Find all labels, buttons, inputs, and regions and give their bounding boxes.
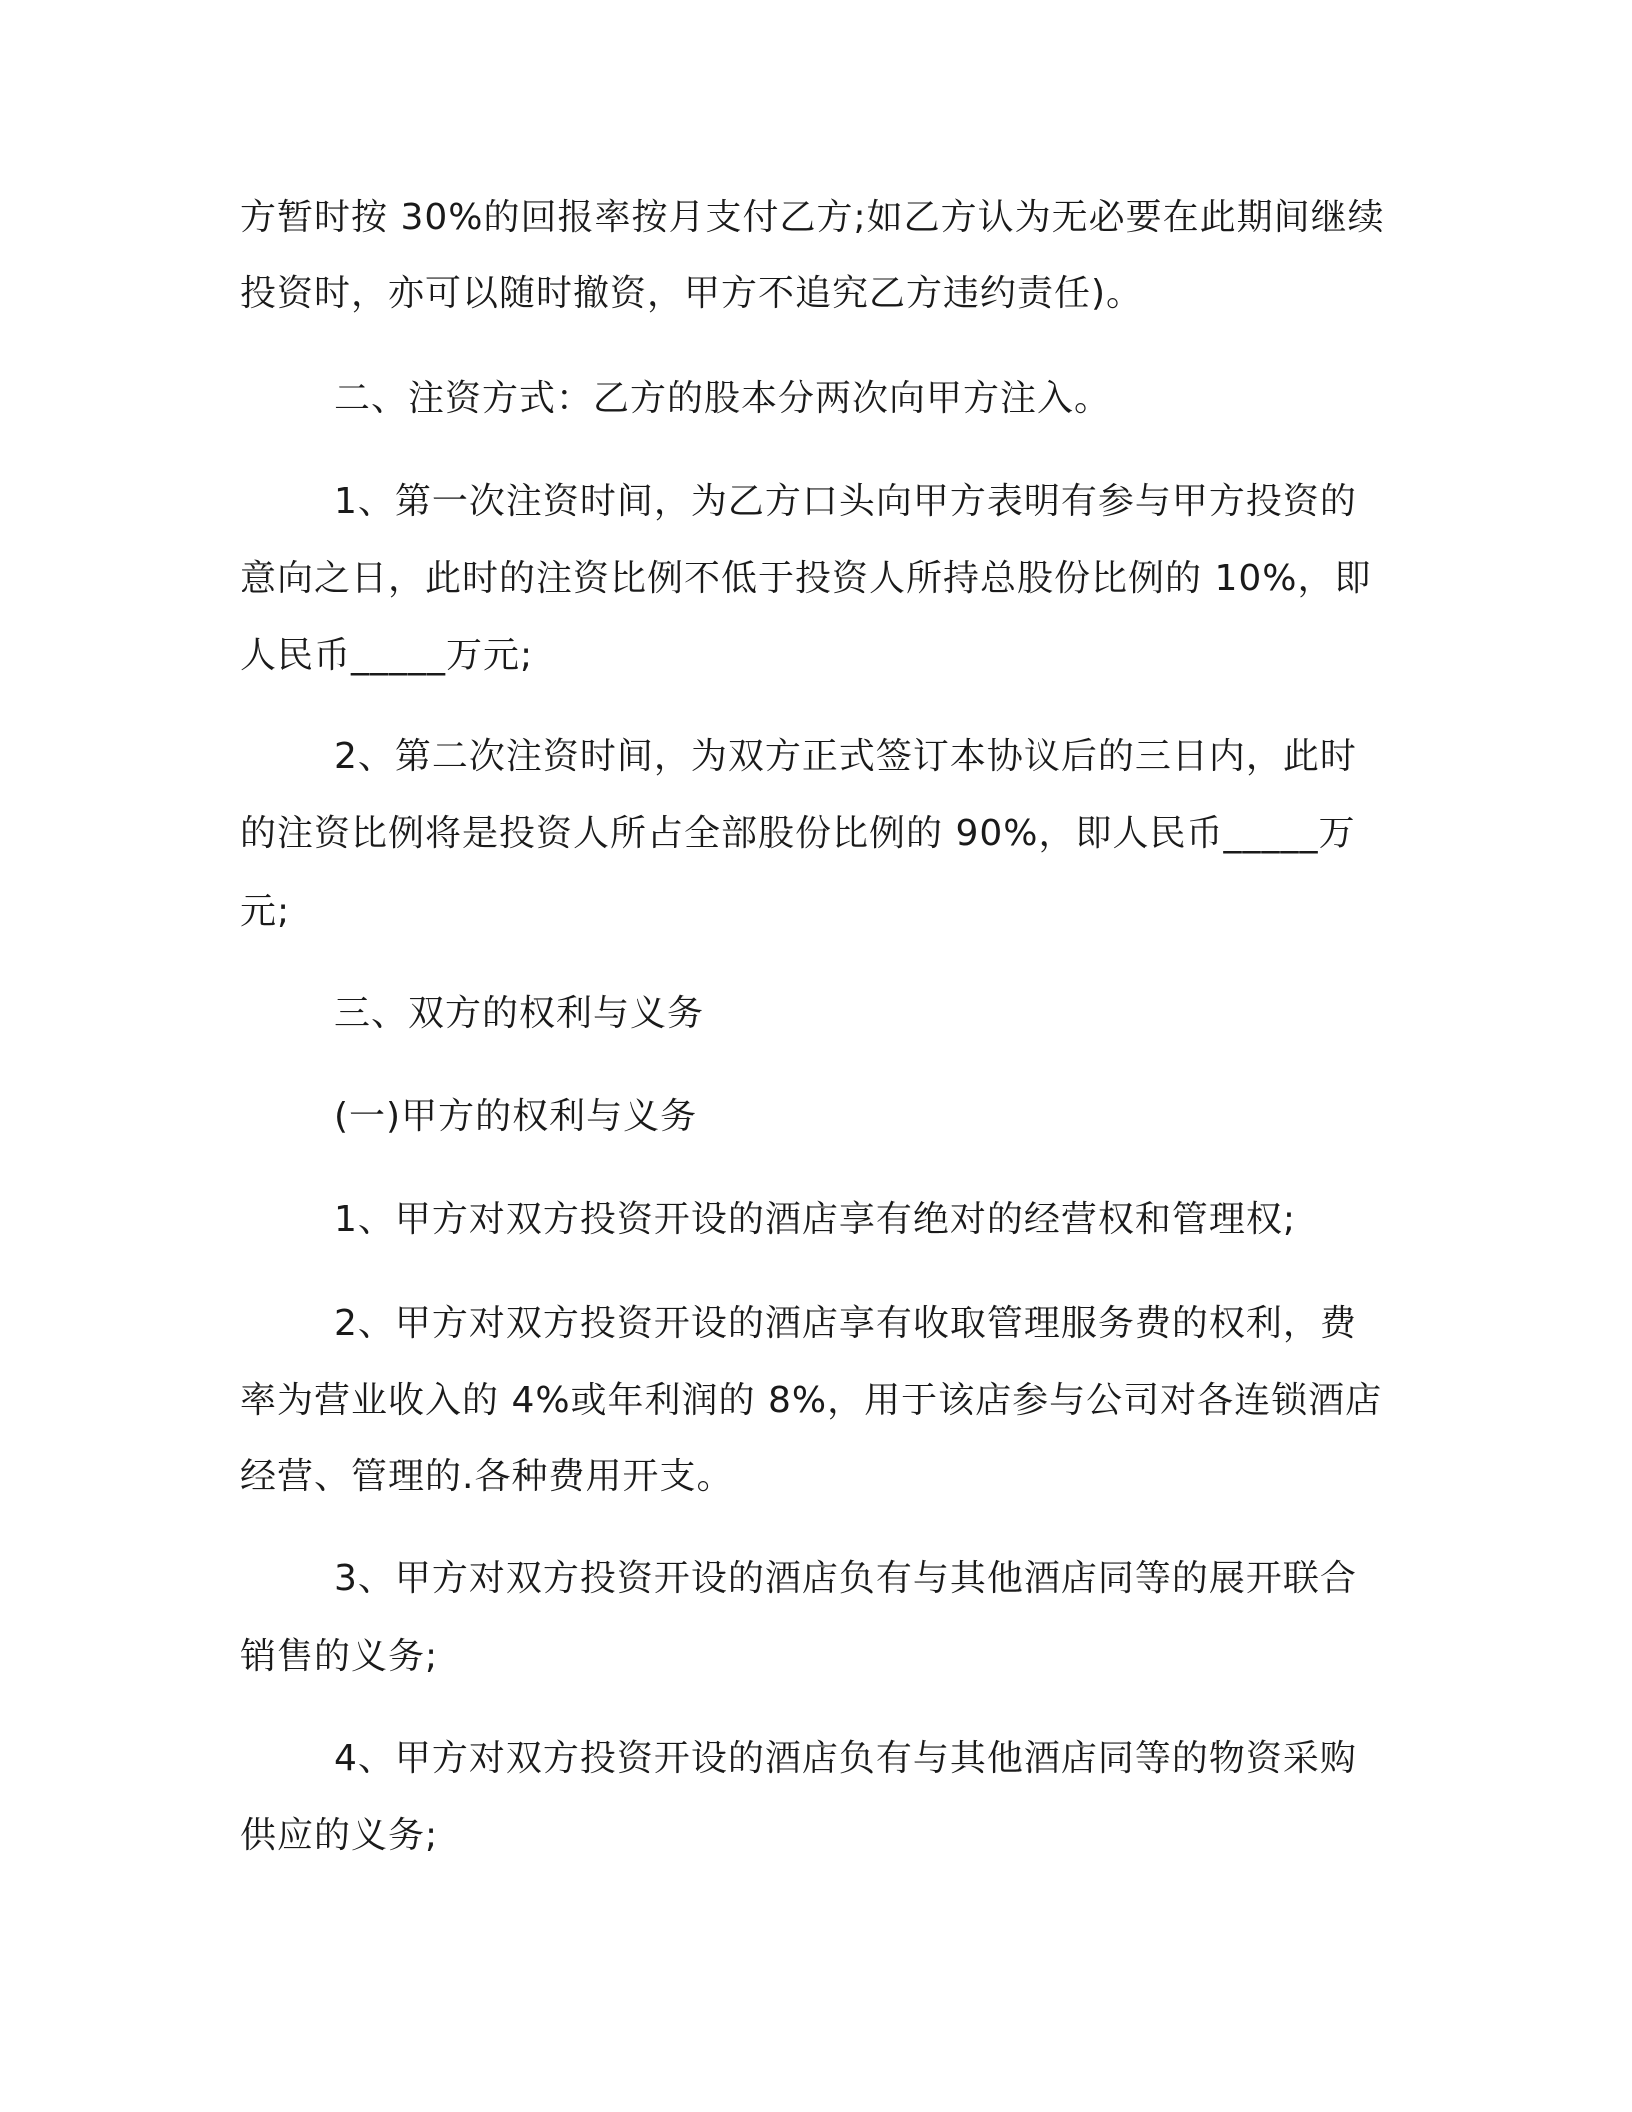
paragraph-line: 1、甲方对双方投资开设的酒店享有绝对的经营权和管理权; (334, 1199, 1297, 1240)
text-line: 率为营业收入的 4%或年利润的 8%，用于该店参与公司对各连锁酒店 (240, 1380, 1383, 1421)
text-line: 元; (240, 891, 291, 932)
text-line: 经营、管理的.各种费用开支。 (240, 1456, 734, 1497)
section-heading: 三、双方的权利与义务 (334, 993, 705, 1034)
text-line: 投资时，亦可以随时撤资，甲方不追究乙方违约责任)。 (240, 273, 1144, 314)
paragraph-line: 2、第二次注资时间，为双方正式签订本协议后的三日内，此时 (334, 736, 1357, 777)
text-line: 意向之日，此时的注资比例不低于投资人所持总股份比例的 10%，即 (240, 558, 1372, 599)
subsection-heading: (一)甲方的权利与义务 (334, 1096, 698, 1137)
text-line: 的注资比例将是投资人所占全部股份比例的 90%，即人民币_____万 (240, 813, 1356, 854)
section-heading: 二、注资方式：乙方的股本分两次向甲方注入。 (334, 378, 1112, 419)
paragraph-line: 4、甲方对双方投资开设的酒店负有与其他酒店同等的物资采购 (334, 1738, 1357, 1779)
text-line: 供应的义务; (240, 1815, 439, 1856)
paragraph-line: 1、第一次注资时间，为乙方口头向甲方表明有参与甲方投资的 (334, 481, 1357, 522)
paragraph-line: 2、甲方对双方投资开设的酒店享有收取管理服务费的权利，费 (334, 1303, 1357, 1344)
text-line: 销售的义务; (240, 1636, 439, 1677)
text-line: 方暂时按 30%的回报率按月支付乙方;如乙方认为无必要在此期间继续 (240, 197, 1385, 238)
paragraph-line: 3、甲方对双方投资开设的酒店负有与其他酒店同等的展开联合 (334, 1558, 1357, 1599)
text-line: 人民币_____万元; (240, 635, 534, 676)
